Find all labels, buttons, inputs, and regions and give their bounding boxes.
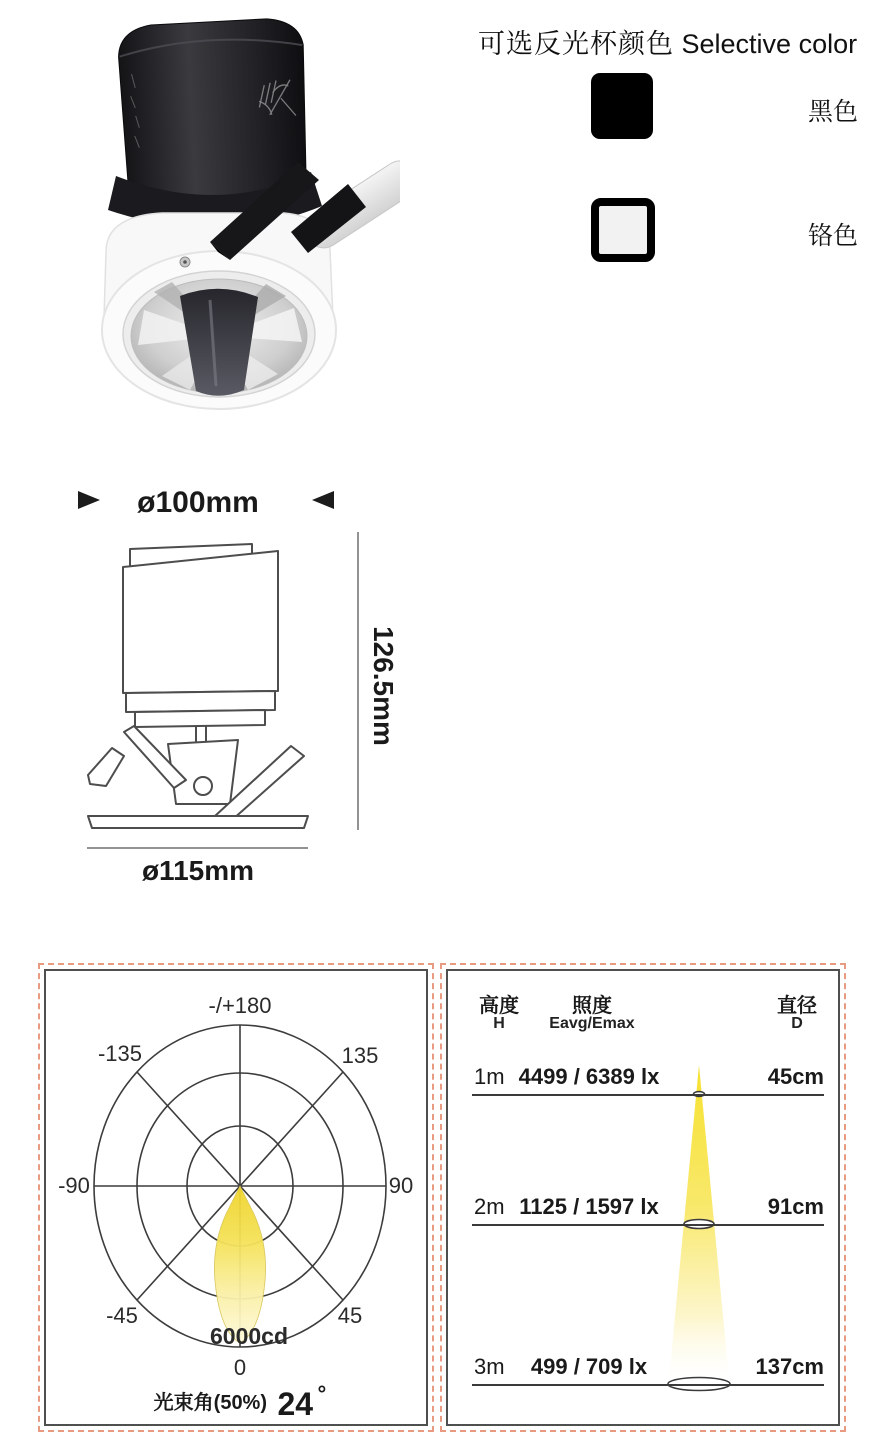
chrome-color-swatch (591, 198, 655, 262)
polar-tick-180: -/+180 (208, 993, 272, 1018)
row-diameter: 45cm (767, 1064, 824, 1089)
dimension-drawing (60, 480, 410, 900)
beam-angle-degree: ° (317, 1381, 327, 1406)
col-dia-en: D (791, 1015, 803, 1032)
row-diameter: 91cm (767, 1194, 824, 1219)
drawing-flange (88, 816, 308, 828)
row-lux: 4499 / 6389 lx (518, 1064, 660, 1089)
polar-tick-neg90: -90 (58, 1173, 90, 1198)
black-color-label: 黑色 (807, 98, 858, 126)
bottom-diameter-label: ø115mm (141, 855, 255, 886)
col-height-zh: 高度 (479, 995, 519, 1017)
polar-tick-135: 135 (341, 1043, 379, 1068)
drawing-body (123, 551, 278, 693)
row-line-2m (472, 1224, 824, 1226)
polar-tick-neg45: -45 (106, 1303, 138, 1328)
product-photo (60, 0, 400, 430)
beam-intensity-lobe (214, 1186, 265, 1343)
polar-tick-90: 90 (388, 1173, 414, 1198)
beam-angle-caption (95, 1381, 385, 1423)
height-label: 126.5mm (368, 626, 399, 746)
photometric-panel (38, 963, 434, 1432)
row-height: 2m (474, 1194, 505, 1219)
row-lux: 499 / 709 lx (530, 1354, 648, 1379)
dim-arrow-left-icon (312, 491, 334, 509)
selective-color-title-en: Selective color (681, 29, 858, 59)
max-intensity-label: 6000cd (209, 1323, 288, 1349)
chrome-color-label: 铬色 (807, 222, 858, 250)
beam-angle-value: 24 (277, 1386, 314, 1422)
drawing-collar (135, 710, 265, 727)
row-height: 1m (474, 1064, 505, 1089)
col-dia-zh: 直径 (777, 995, 817, 1017)
polar-tick-neg135: -135 (97, 1041, 143, 1066)
col-lux-en: Eavg/Emax (549, 1015, 635, 1032)
row-diameter: 137cm (755, 1354, 824, 1379)
row-height: 3m (474, 1354, 505, 1379)
row-line-3m (472, 1384, 824, 1386)
drawing-band (126, 691, 275, 712)
row-lux: 1125 / 1597 lx (519, 1194, 659, 1219)
black-color-swatch (591, 73, 653, 139)
row-line-1m (472, 1094, 824, 1096)
top-diameter-label: ø100mm (137, 486, 259, 519)
illuminance-panel (440, 963, 846, 1432)
polar-tick-0: 0 (233, 1355, 247, 1380)
col-lux-zh: 照度 (572, 995, 612, 1017)
led-driver-cylinder (117, 17, 311, 203)
selective-color-title-zh: 可选反光杯颜色 (478, 29, 674, 59)
selective-color-title (478, 22, 858, 61)
beam-angle-label: 光束角(50%) (153, 1392, 268, 1414)
drawing-left-clip (88, 748, 124, 786)
polar-tick-45: 45 (337, 1303, 363, 1328)
dim-arrow-right-icon (78, 491, 100, 509)
col-height-en: H (493, 1015, 505, 1032)
drawing-screw-hole (194, 777, 212, 795)
